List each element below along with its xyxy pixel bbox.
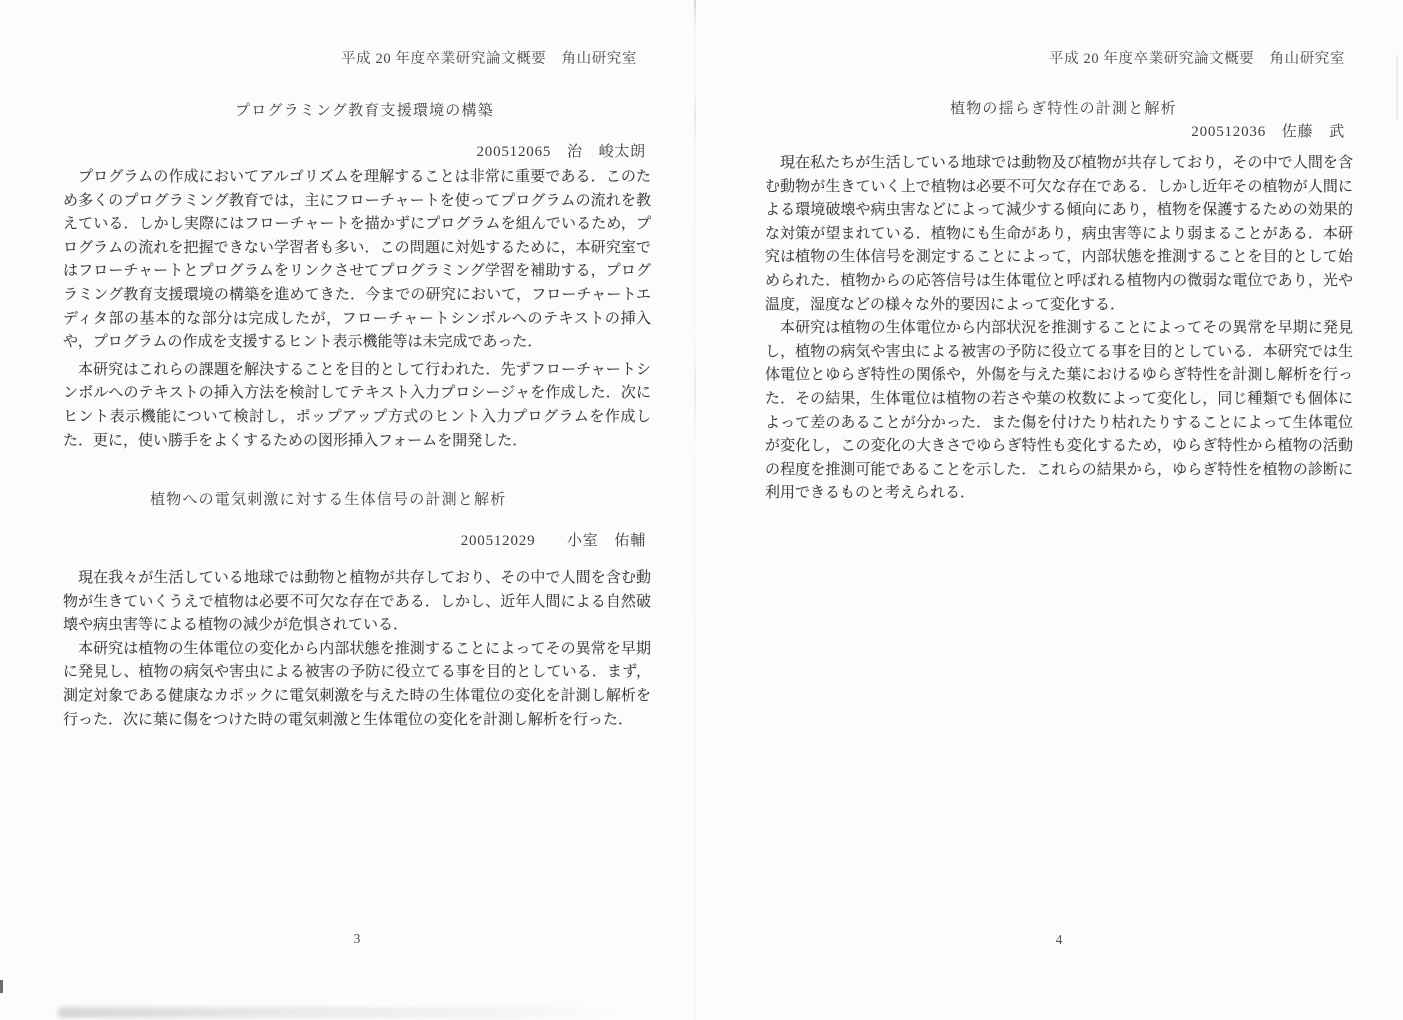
paragraph: 現在我々が生活している地球では動物と植物が共存しており、その中で人間を含む動物が生きていくうえで植物は必要不可欠な存在である．しかし、近年人間による自然破壊や病虫害等による植物の減少が危惧されている． bbox=[63, 570, 651, 634]
paragraph: 本研究は植物の生体電位から内部状況を推測することによってその異常を早期に発見し，植物の病気や害虫による被害の予防に役立てる事を目的としている．本研究では生体電位とゆらぎ特性の関係や，外傷を与えた葉におけるゆらぎ特性を計測し解析を行った．その結果，生体電位は植物の若さや葉の枚数によって変化し，同じ種類でも個体によって差のあることが分かった．また傷を付けたり枯れたりすることによって生体電位が変化し，この変化の大きさでゆらぎ特性も変化するため，ゆらぎ特性から植物の活動の程度を推測可能であることを示した．これらの結果から，ゆらぎ特性を植物の診断に利用できるものと考えられる． bbox=[765, 320, 1353, 502]
paragraph: 本研究はこれらの課題を解決することを目的として行われた．先ずフローチャートシンボルへのテキストの挿入方法を検討してテキスト入力プロシージャを作成した．次にヒント表示機能について検討し，ポップアップ方式のヒント入力プログラムを作成した．更に，使い勝手をよくするための図形挿入フォームを開発した． bbox=[63, 361, 651, 449]
article-body bbox=[63, 166, 651, 453]
author-line: 200512065 治 峻太朗 bbox=[476, 144, 646, 160]
page-header: 平成 20 年度卒業研究論文概要 角山研究室 bbox=[1049, 51, 1345, 67]
page-header: 平成 20 年度卒業研究論文概要 角山研究室 bbox=[341, 51, 637, 67]
scan-smudge bbox=[58, 1007, 623, 1018]
page-number: 4 bbox=[1055, 932, 1063, 947]
paragraph: 現在私たちが生活している地球では動物及び植物が共存しており，その中で人間を含む動物が生きていく上で植物は必要不可欠な存在である．しかし近年その植物が人間による環境破壊や病虫害などによって減少する傾向にあり，植物を保護するための効果的な対策が望まれている．植物にも生命があり，病虫害等により弱まることがある．本研究は植物の生体信号を測定することによって，内部状態を推測することを目的として始められた．植物からの応答信号は生体電位と呼ばれる植物内の微弱な電位であり，光や温度，湿度などの様々な外的要因によって変化する． bbox=[765, 155, 1353, 313]
author-line: 200512029 小室 佑輔 bbox=[460, 533, 646, 549]
scan-edge-mark bbox=[0, 980, 3, 993]
page-fold-crease bbox=[694, 0, 696, 1020]
page-number: 3 bbox=[353, 931, 361, 946]
scan-edge-shadow bbox=[1396, 55, 1398, 120]
article-body bbox=[63, 567, 651, 732]
author-line: 200512036 佐藤 武 bbox=[1191, 124, 1345, 140]
paragraph: プログラムの作成においてアルゴリズムを理解することは非常に重要である．このため多くのプログラミング教育では，主にフローチャートを使ってプログラムの流れを教えている．しかし実際にはフローチャートを描かずにプログラムを組んでいるため，プログラムの流れを把握できない学習者も多い．この問題に対処するために，本研究室ではフローチャートとプログラムをリンクさせてプログラミング学習を補助する，プログラミング教育支援環境の構築を進めてきた．今までの研究において，フローチャートエディタ部の基本的な部分は完成したが，フローチャートシンボルへのテキストの挿入や，プログラムの作成を支援するヒント表示機能等は未完成であった． bbox=[63, 169, 651, 351]
article-title: 植物への電気刺激に対する生体信号の計測と解析 bbox=[150, 492, 507, 508]
article-title: プログラミング教育支援環境の構築 bbox=[235, 103, 494, 119]
article-title: 植物の揺らぎ特性の計測と解析 bbox=[950, 101, 1177, 117]
article-body bbox=[765, 152, 1353, 506]
paragraph: 本研究は植物の生体電位の変化から内部状態を推測することによってその異常を早期に発見し、植物の病気や害虫による被害の予防に役立てる事を目的としている．まず，測定対象である健康なカポックに電気刺激を与えた時の生体電位の変化を計測し解析を行った．次に葉に傷をつけた時の電気刺激と生体電位の変化を計測し解析を行った． bbox=[63, 640, 651, 728]
